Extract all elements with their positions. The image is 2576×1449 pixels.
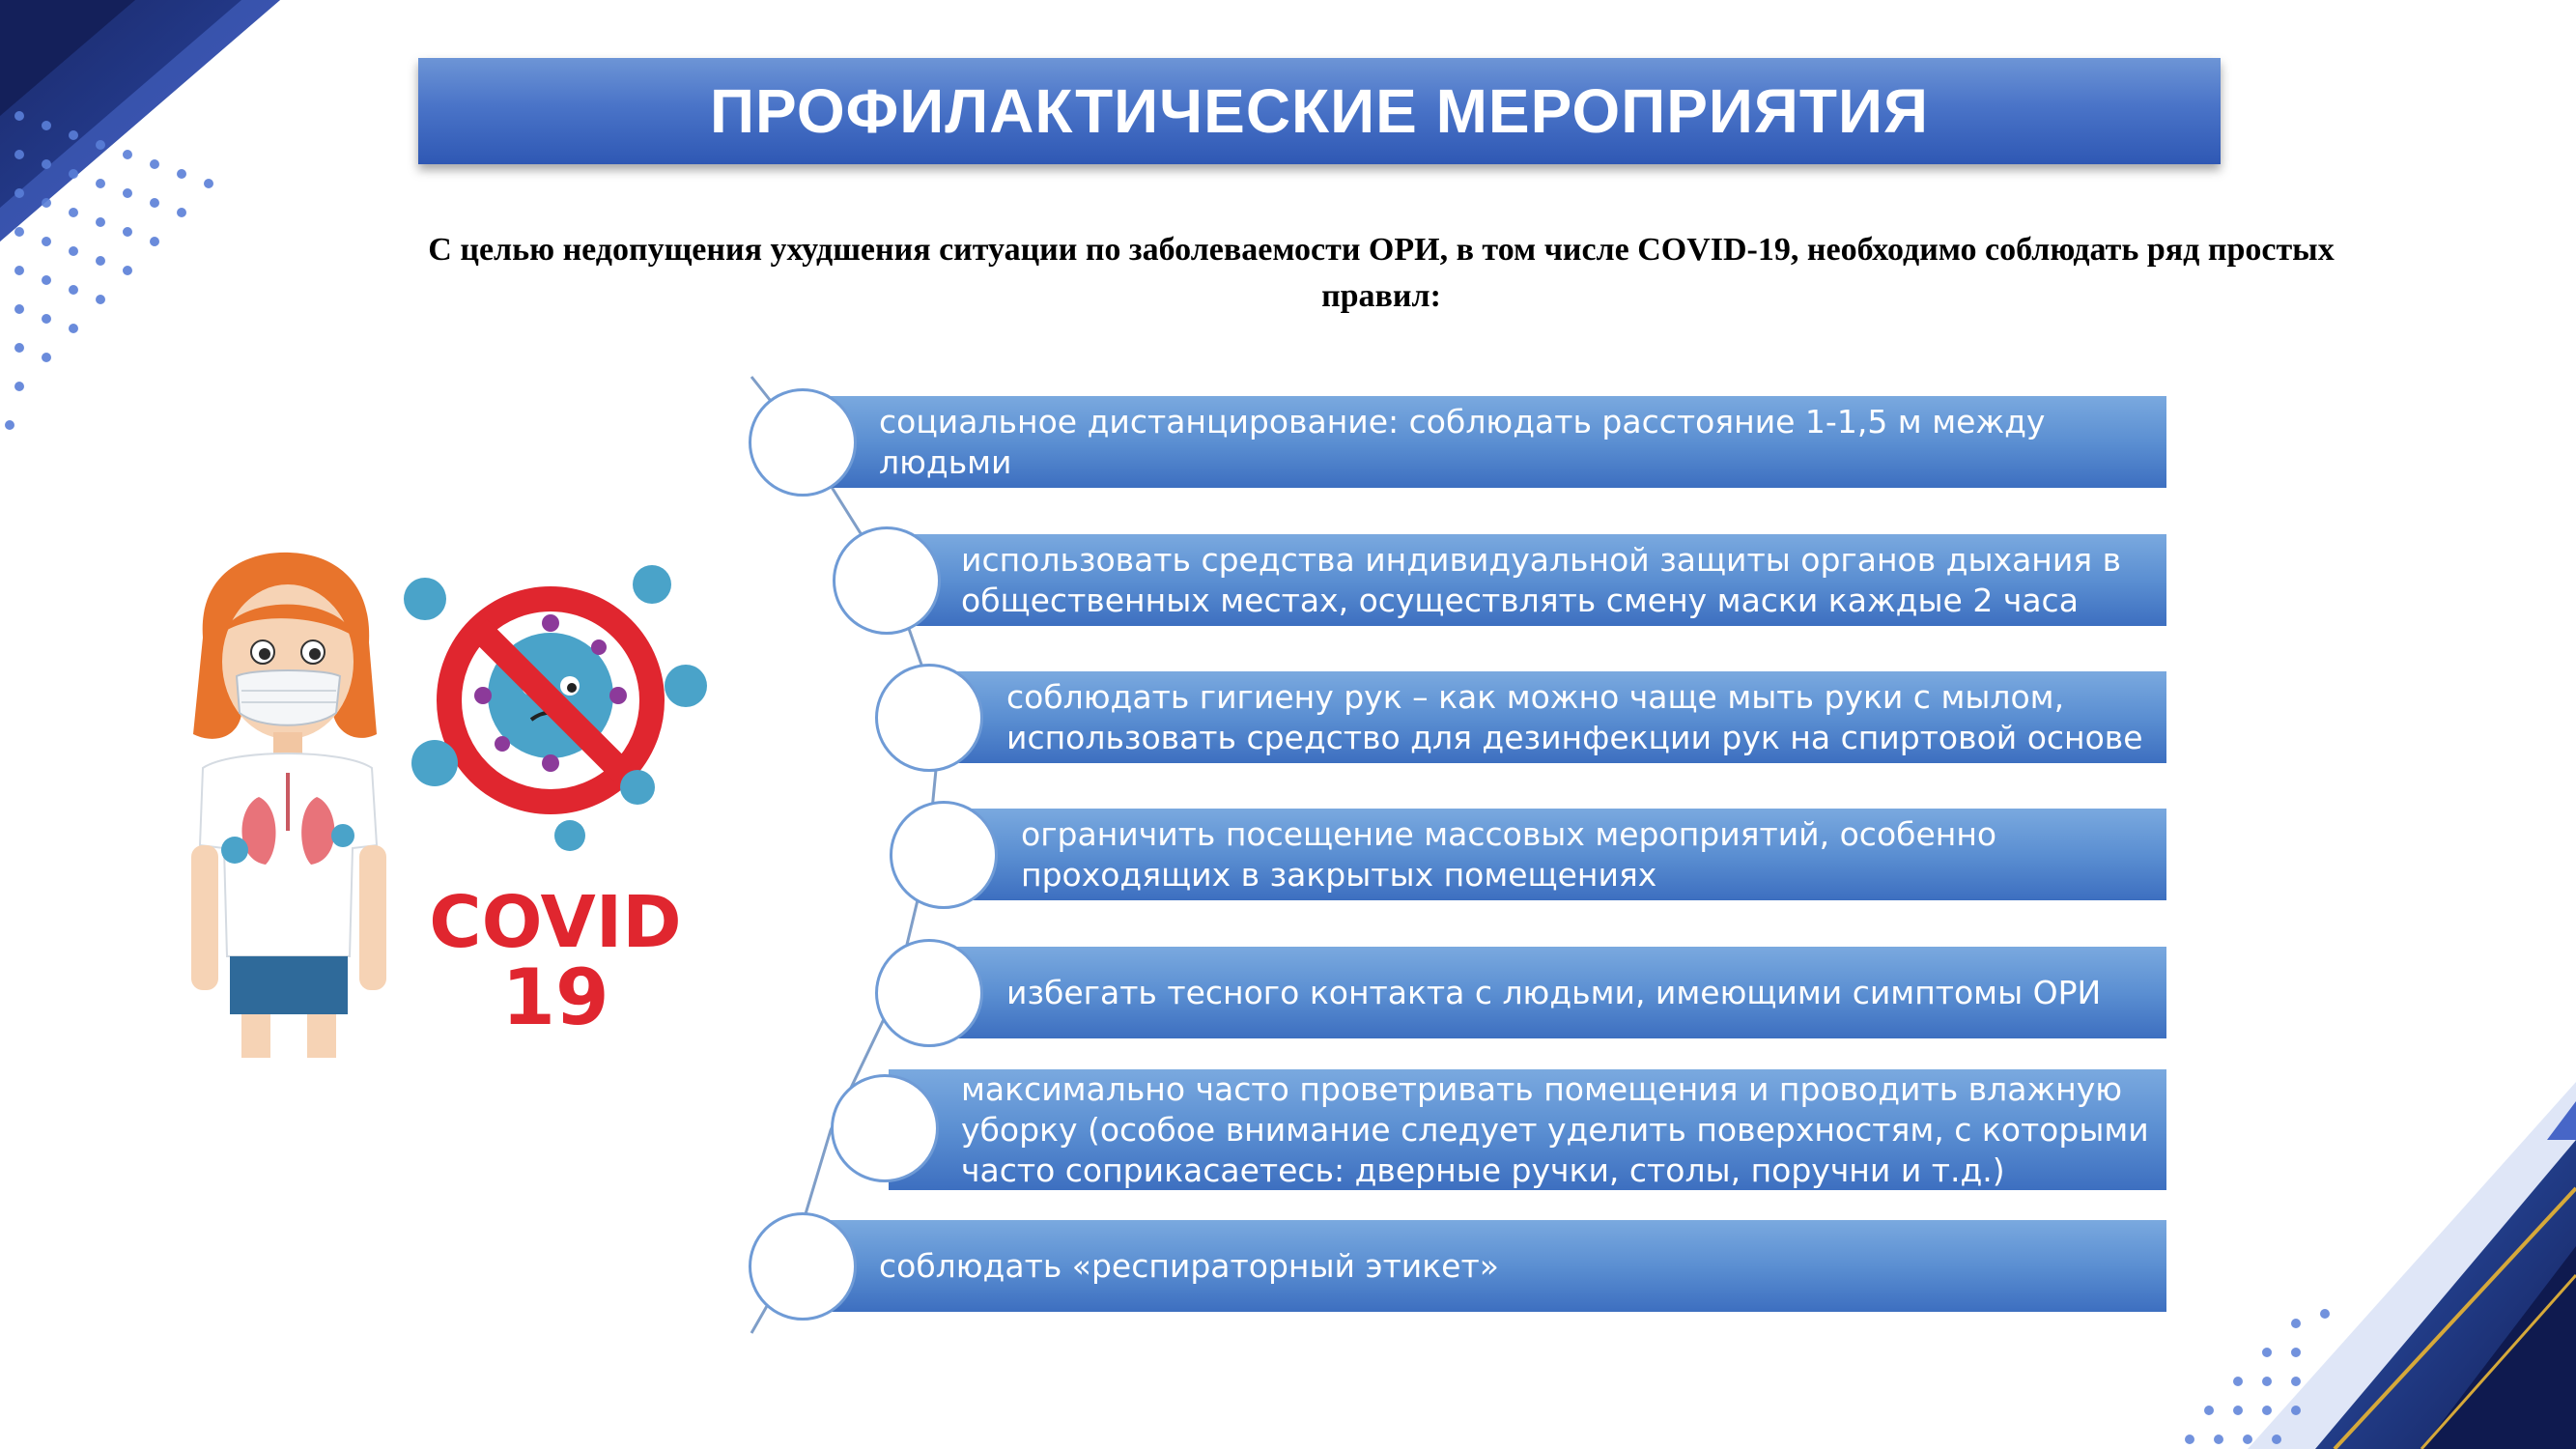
girl-with-mask-image (191, 553, 386, 1058)
badge-line-19: 19 (501, 952, 609, 1042)
rule-bar-2 (893, 534, 2166, 626)
rule-circle-1 (749, 388, 857, 497)
rule-text-2: использовать средства индивидуальной защиты органов дыхания в общественных местах, осуществлять смену маски каждые 2 часа (961, 540, 2122, 619)
page-title: ПРОФИЛАКТИЧЕСКИЕ МЕРОПРИЯТИЯ (710, 76, 1929, 146)
crossed-out-virus-icon (404, 565, 707, 851)
rule-circle-6 (831, 1074, 939, 1182)
rule-text-1: социальное дистанцирование: соблюдать расстояние 1-1,5 м между людьми (879, 402, 2046, 481)
rule-text-6: максимально часто проветривать помещения и проводить влажную уборку (особое внимание следует уделить поверхностям, с которыми часто соприкасаетесь: дверные ручки, столы, поручни и т.д.) (961, 1069, 2149, 1189)
rule-circle-5 (875, 939, 983, 1047)
rule-bar-3 (937, 671, 2166, 763)
rule-bar-6 (889, 1069, 2166, 1190)
rule-text-7: соблюдать «респираторный этикет» (879, 1246, 1499, 1285)
rule-text-5: избегать тесного контакта с людьми, имеющими симптомы ОРИ (1006, 973, 2102, 1011)
covid-illustration (145, 541, 734, 1063)
rule-bar-4 (951, 809, 2166, 900)
intro-line-1: С целью недопущения ухудшения ситуации по заболеваемости ОРИ, в том числе COVID-19, необходимо соблюдать ряд простых (428, 232, 2335, 268)
rule-circle-4 (890, 801, 998, 909)
rule-text-4: ограничить посещение массовых мероприятий, особенно проходящих в закрытых помещениях (1021, 814, 1997, 894)
rule-bar-1 (811, 396, 2166, 488)
rule-bar-5 (937, 947, 2166, 1038)
intro-line-2: правил: (1321, 278, 1441, 314)
rule-circle-3 (875, 664, 983, 772)
rule-circle-7 (749, 1212, 857, 1321)
rule-circle-2 (833, 526, 941, 635)
covid-19-badge (429, 881, 681, 1042)
rule-text-3: соблюдать гигиену рук – как можно чаще мыть руки с мылом, использовать средство для дезинфекции рук на спиртовой основе (1006, 677, 2143, 756)
rule-bar-7 (811, 1220, 2166, 1312)
badge-line-covid: COVID (429, 881, 682, 964)
